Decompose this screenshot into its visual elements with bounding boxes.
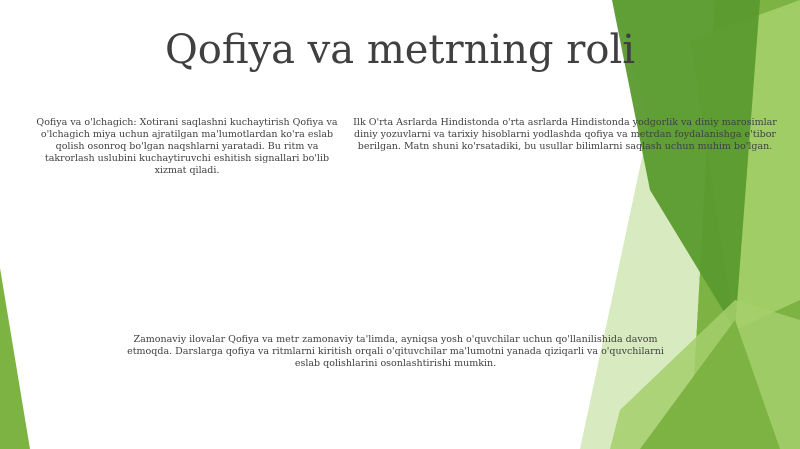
paragraph-right: Ilk O'rta Asrlarda Hindistonda o'rta asrlarda Hindistonda yodgorlik va diniy marosimlar diniy yozuvlarni va tarixiy hisoblarni yodlashda qofiya va metrdan foydalanishga e'tibor berilgan. Matn shuni ko'rsatadiki, bu usullar bilimlarni saqlash uchun muhim bo'lgan. (353, 117, 777, 152)
left-sliver-shape (0, 268, 30, 449)
paragraph-left: Qofiya va o'lchagich: Xotirani saqlashni kuchaytirish Qofiya va o'lchagich miya uchun ajratilgan ma'lumotlardan ko'ra eslab qolish osonroq bo'lgan naqshlarni yaratadi. Bu ritm va takrorlash uslubini kuchaytiruvchi eshitish signallari bo'lib xizmat qiladi. (36, 117, 338, 176)
paragraph-bottom: Zamonaviy ilovalar Qofiya va metr zamonaviy ta'limda, ayniqsa yosh o'quvchilar uchun qo'llanilishida davom etmoqda. Darslarga qofiya va ritmlarni kiritish orqali o'qituvchilar ma'lumotni yanada qiziqarli va o'quvchilarni eslab qolishlarini osonlashtirishi mumkin. (127, 334, 664, 369)
slide-title: Qofiya va metrning roli (164, 27, 636, 73)
